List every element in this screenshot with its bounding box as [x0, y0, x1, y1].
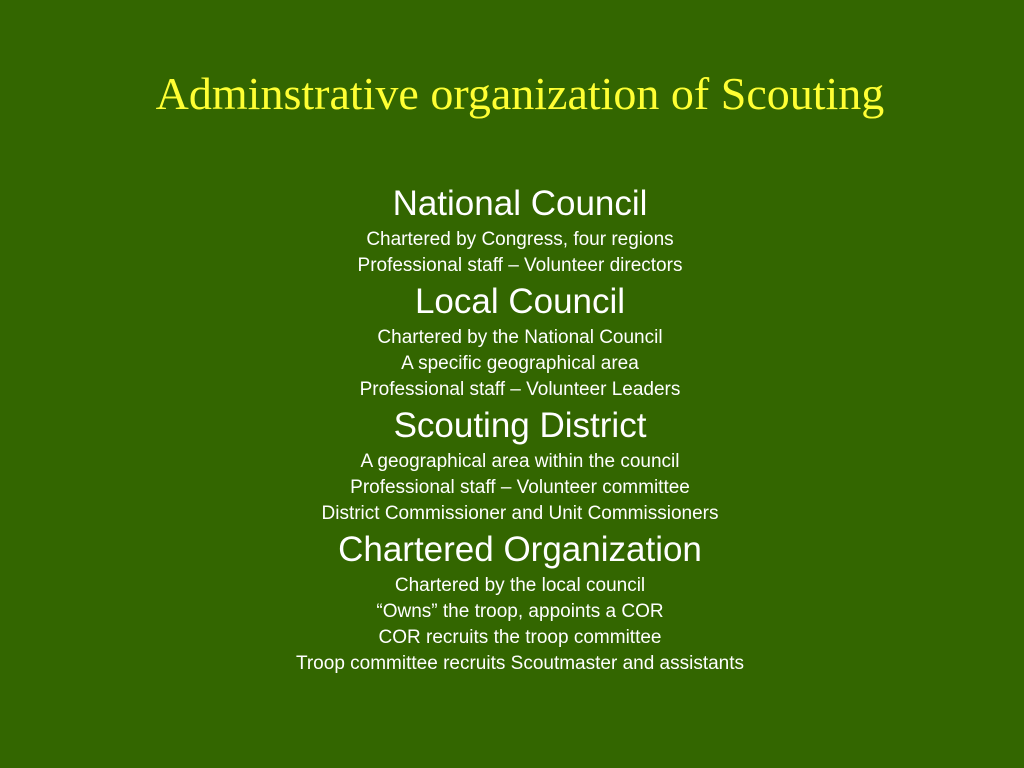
- section-scouting-district: [0, 403, 1024, 527]
- section-heading: Chartered Organization: [338, 530, 702, 569]
- section-line: A geographical area within the council: [360, 451, 680, 472]
- section-line: Chartered by Congress, four regions: [366, 229, 674, 250]
- section-line: A specific geographical area: [401, 353, 639, 374]
- section-local-council: [0, 279, 1024, 403]
- section-heading: Scouting District: [393, 406, 647, 445]
- section-chartered-organization: [0, 527, 1024, 677]
- section-heading: Local Council: [414, 282, 626, 321]
- slide-title: Adminstrative organization of Scouting: [155, 68, 885, 119]
- section-national-council: [0, 181, 1024, 279]
- section-line: Chartered by the National Council: [377, 327, 663, 348]
- slide-body: [0, 181, 1024, 677]
- section-line: COR recruits the troop committee: [378, 627, 662, 648]
- section-line: Professional staff – Volunteer Leaders: [359, 379, 681, 400]
- section-line: Chartered by the local council: [394, 575, 646, 596]
- section-line: “Owns” the troop, appoints a COR: [376, 601, 664, 622]
- section-heading: National Council: [392, 184, 648, 223]
- section-line: Professional staff – Volunteer directors: [357, 255, 683, 276]
- section-line: Troop committee recruits Scoutmaster and assistants: [295, 653, 745, 674]
- section-line: District Commissioner and Unit Commissioners: [321, 503, 719, 524]
- section-line: Professional staff – Volunteer committee: [350, 477, 690, 498]
